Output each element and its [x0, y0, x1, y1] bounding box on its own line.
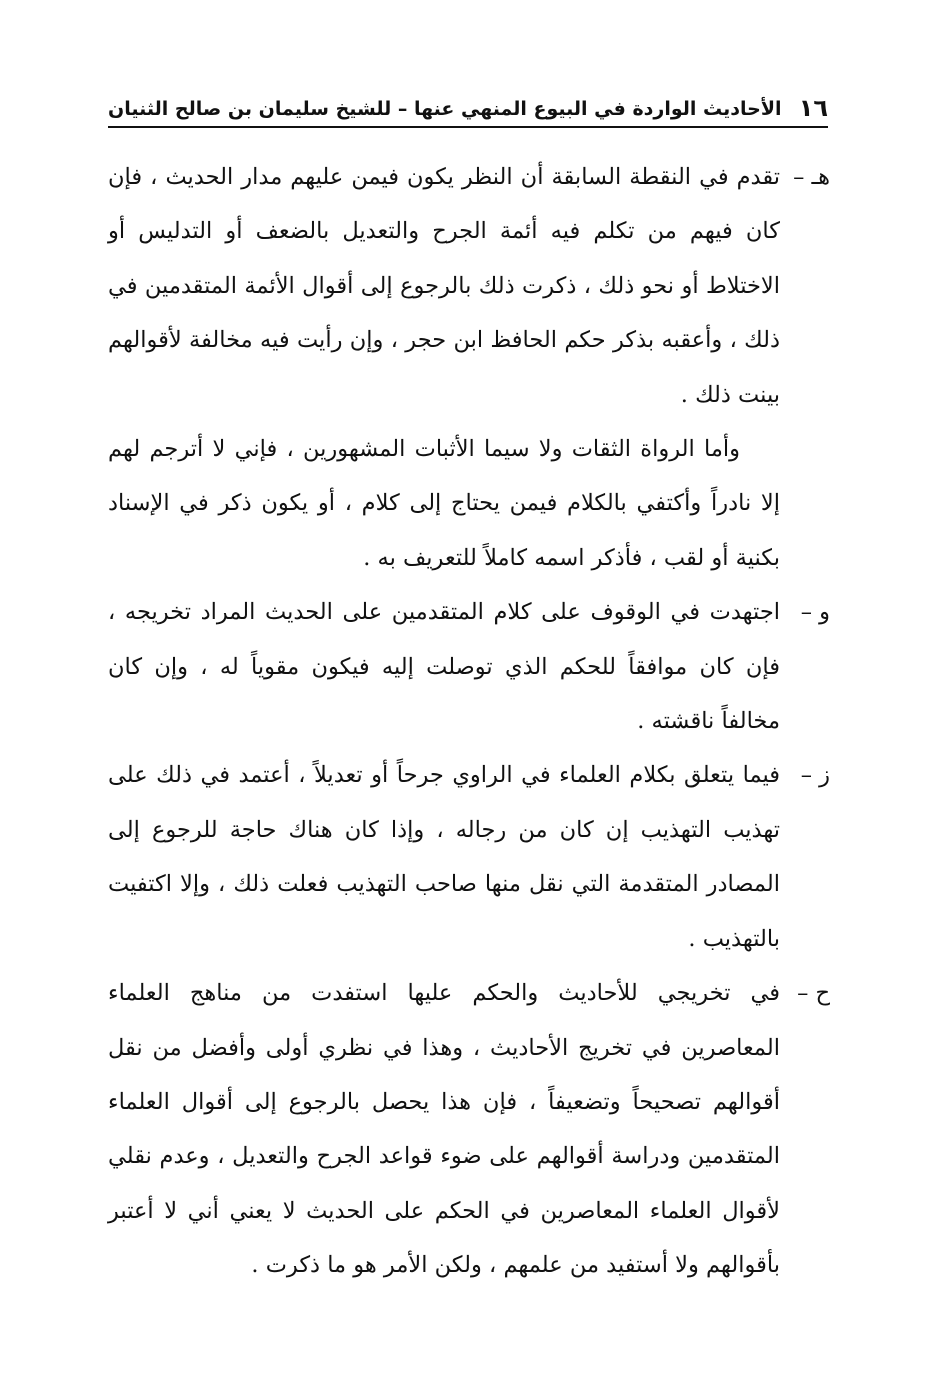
item-marker: و – — [800, 599, 830, 626]
item-text: في تخريجي للأحاديث والحكم عليها استفدت من مناهج العلماء المعاصرين في تخريج الأحاديث ، وهذا في نظري أولى وأفضل من نقل أقوالهم تصحيحاً وتضعيفاً ، فإن هذا يحصل بالرجوع إلى أقوال العلماء المتقدمين ودراسة أقوالهم على ضوء قواعد الجرح والتعديل ، وعدم نقلي لأقوال العلماء المعاصرين في الحكم على الحديث لا يعني أني لا أعتبر بأقوالهم ولا أستفيد من علمهم ، ولكن الأمر هو ما ذكرت . — [108, 980, 780, 1279]
list-item-zay — [108, 748, 830, 966]
item-text: فيما يتعلق بكلام العلماء في الراوي جرحاً أو تعديلاً ، أعتمد في ذلك على تهذيب التهذيب إن كان من رجاله ، وإذا كان هناك حاجة للرجوع إلى المصادر المتقدمة التي نقل منها صاحب التهذيب فعلت ذلك ، وإلا اكتفيت بالتهذيب . — [108, 762, 780, 952]
running-title: الأحاديث الواردة في البيوع المنهي عنها – للشيخ سليمان بن صالح الثنيان — [108, 98, 782, 120]
item-marker: هـ – — [793, 164, 830, 190]
item-marker: ز – — [800, 762, 830, 789]
list-item-he — [108, 150, 830, 422]
list-item-waw — [108, 585, 830, 748]
item-text: تقدم في النقطة السابقة أن النظر يكون فيمن عليهم مدار الحديث ، فإن كان فيهم من تكلم فيه أئمة الجرح والتعديل بالضعف أو التدليس أو الاختلاط أو نحو ذلك ، ذكرت ذلك بالرجوع إلى أقوال الأئمة المتقدمين في ذلك ، وأعقبه بذكر حكم الحافظ ابن حجر ، وإن رأيت فيه مخالفة لأقوالهم بينت ذلك . — [108, 164, 780, 408]
item-marker: ح – — [797, 980, 830, 1007]
list-item-ha — [108, 966, 830, 1292]
paragraph-reliable-narrators: وأما الرواة الثقات ولا سيما الأثبات المشهورين ، فإني لا أترجم لهم إلا نادراً وأكتفي بالكلام فيمن يحتاج إلى كلام ، أو يكون ذكر في الإسناد بكنية أو لقب ، فأذكر اسمه كاملاً للتعريف به . — [108, 436, 780, 571]
page-number: ١٦ — [798, 94, 828, 122]
page-body — [108, 150, 830, 1293]
item-text: اجتهدت في الوقوف على كلام المتقدمين على الحديث المراد تخريجه ، فإن كان موافقاً للحكم الذي توصلت إليه فيكون مقوياً له ، وإن كان مخالفاً ناقشته . — [108, 599, 780, 735]
page-header — [108, 86, 828, 128]
